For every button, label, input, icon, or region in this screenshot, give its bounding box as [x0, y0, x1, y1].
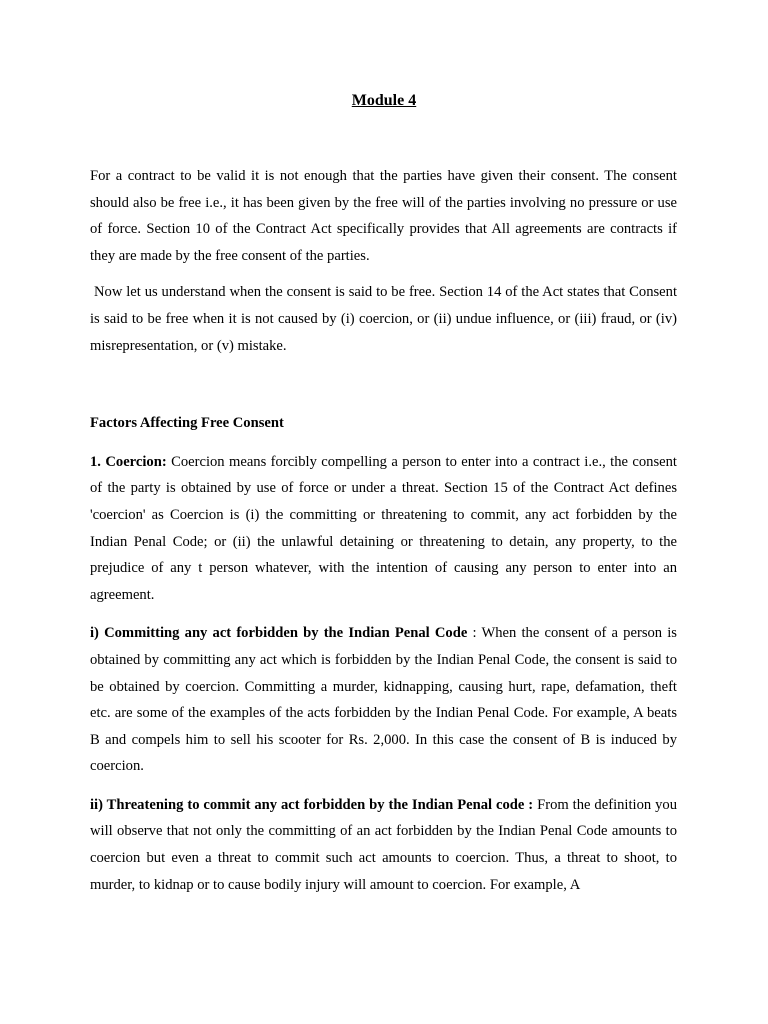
item-ii-label: ii) Threatening to commit any act forbidden by the Indian Penal code :: [90, 796, 534, 813]
page-title: Module 4: [351, 92, 417, 109]
item-ii-text: From the definition you will observe that not only the committing of an act forbidden by the Indian Penal Code amounts to coercion but even a threat to commit such act amounts to coercion. Thus, a threat to shoot, to murder, to kidnap or to cause bodily injury will amount to coercion. For example, A: [90, 796, 678, 893]
item-i-label: i) Committing any act forbidden by the Indian Penal Code: [90, 625, 468, 642]
section-heading-text: Factors Affecting Free Consent: [90, 415, 284, 432]
paragraph-coercion: [90, 449, 677, 609]
paragraph-item-i: [90, 620, 677, 780]
document-body: [90, 163, 677, 898]
paragraph-intro: For a contract to be valid it is not enough that the parties have given their consent. The consent should also be free i.e., it has been given by the free will of the parties involving no pressure or use of force. Section 10 of the Contract Act specifically provides that All agreements are contracts if they are made by the free consent of the parties.: [90, 168, 677, 264]
coercion-label: 1. Coercion:: [90, 453, 167, 470]
paragraph-free-consent: Now let us understand when the consent is said to be free. Section 14 of the Act states that Consent is said to be free when it is not caused by (i) coercion, or (ii) undue influence, or (iii) fraud, or (iv) misrepresentation, or (v) mistake.: [90, 284, 677, 354]
section-heading: [90, 410, 677, 437]
paragraph-item-ii: [90, 792, 677, 898]
coercion-text: Coercion means forcibly compelling a person to enter into a contract i.e., the consent of the party is obtained by use of force or under a threat. Section 15 of the Contract Act defines 'coercion' as Coercion is (i) the committing or threatening to commit, any act forbidden by the Indian Penal Code; or (ii) the unlawful detaining or threatening to detain, any property, to the prejudice of any t person whatever, with the intention of causing any person to enter into an agreement.: [90, 453, 677, 603]
item-i-text: : When the consent of a person is obtained by committing any act which is forbidden by the Indian Penal Code, the consent is said to be obtained by coercion. Committing a murder, kidnapping, causing hurt, rape, defamation, theft etc. are some of the examples of the acts forbidden by the Indian Penal Code. For example, A beats B and compels him to sell his scooter for Rs. 2,000. In this case the consent of B is induced by coercion.: [90, 625, 677, 775]
